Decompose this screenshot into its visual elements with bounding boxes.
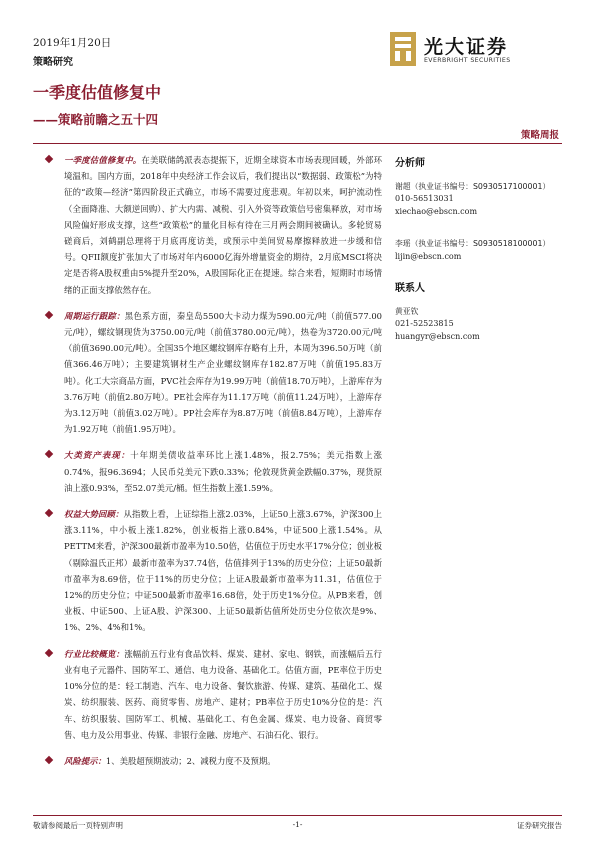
footer-divider	[33, 815, 562, 816]
paragraph-lead: 风险提示：	[64, 755, 106, 766]
contact-name: 黄亚钦	[395, 306, 419, 316]
contact-card	[395, 306, 565, 344]
summary-paragraph	[42, 308, 382, 438]
paragraph-body: 1、美股超预期波动；2、减税力度不及预期。	[105, 755, 276, 766]
bullet-diamond-icon	[45, 311, 53, 319]
summary-paragraph	[42, 152, 382, 298]
analyst-sidebar	[395, 158, 565, 363]
bullet-diamond-icon	[45, 648, 53, 656]
logo-cn-text: 光大证券	[424, 36, 509, 58]
report-type-tag: 策略周报	[520, 130, 559, 141]
contact-heading: 联系人	[395, 283, 425, 294]
analyst-name: 李瑶（执业证书编号：S0930518100001）	[395, 239, 551, 248]
logo-mark-icon	[390, 32, 416, 66]
analyst-card	[395, 238, 565, 263]
bullet-diamond-icon	[45, 756, 53, 764]
paragraph-body: 十年期美债收益率环比上涨1.48%，报2.75%；美元指数上涨0.74%，报96.3694；人民币兑美元下跌0.33%；伦敦现货黄金跌幅0.37%，现货原油上涨0.93%，至52.07美元/桶。恒生指数上涨1.59%。	[64, 450, 382, 493]
summary-paragraph	[42, 506, 382, 636]
paragraph-lead: 大类资产表现：	[64, 450, 131, 461]
analyst-heading: 分析师	[395, 158, 425, 169]
analyst-phone: 010-56513031	[395, 194, 454, 203]
everbright-logo	[390, 30, 555, 70]
contact-email[interactable]: huangyr@ebscn.com	[395, 331, 480, 341]
paragraph-lead: 周期运行跟踪：	[64, 310, 125, 321]
paragraph-body: 从指数上看，上证综指上涨2.03%，上证50上涨3.67%，沪深300上涨3.11%，中小板上涨1.82%，创业板指上涨0.84%，中证500上涨1.54%。从PETTM来看，沪深300最新市盈率为10.50倍，估值位于历史水平17%分位；创业板（剔除温氏正邦）最新市盈率为37.74倍，估值排列于13%的历史分位；上证50最新市盈率为8.69倍，位于11%的历史分位；上证A股最新市盈率为11.31，估值位于12%的历史分位；中证500最新市盈率16.68倍，处于历史1%分位。从PB来看，创业板、中证500、上证A股、沪深300、上证50最新估值所处历史分位依次是9%、1%、2%、4%和1%。	[64, 509, 382, 633]
paragraph-body: 在美联储鸽派表态提振下，近期全球资本市场表现回暖，外部环境温和。国内方面，2018年中央经济工作会议后，我们提出以“数据弱、政策松”为特征的“政策—经济”第四阶段正式确立，市场不需要过度悲观。年初以来，呵护流动性（全面降准、大额逆回购）、扩大内需、减税、引入外资等政策信号密集释放，对市场风险偏好形成支撑，这些“政策松”的量化目标有待在三月两会期间被确认。多轮贸易磋商后，刘鹤副总理将于月底再度访美，或预示中美间贸易摩擦释放进一步缓和信号。QFII额度扩张加大了市场对年内6000亿海外增量资金的期待，2月底MSCI将决定是否将A股权重由5%提升至20%，A股国际化正在提速。综合来看，短期时市场情绪的正面支撑依然存在。	[64, 155, 382, 295]
paragraph-lead: 一季度估值修复中。	[64, 155, 142, 165]
header-divider	[33, 143, 562, 144]
footer-label: 证券研究报告	[517, 821, 562, 830]
page-number: -1-	[292, 820, 303, 829]
summary-paragraph	[42, 753, 382, 769]
analyst-email[interactable]: lijin@ebscn.com	[395, 251, 462, 261]
bullet-diamond-icon	[45, 509, 53, 517]
summary-column	[42, 152, 382, 779]
bullet-diamond-icon	[45, 450, 53, 458]
paragraph-body: 涨幅前五行业有食品饮料、煤炭、建材、家电、钢铁，而涨幅后五行业有电子元器件、国防军工、通信、电力设备、基础化工。估值方面，PE率位于历史10%分位的是：轻工制造、汽车、电力设备、餐饮旅游、传媒、建筑、基础化工、煤炭、纺织服装、医药、商贸零售、房地产、建材；PB率位于历史10%分位的是：汽车、纺织服装、国防军工、机械、基础化工、有色金属、煤炭、电力设备、商贸零售、电力及公用事业、传媒、非银行金融、房地产、石油石化、银行。	[64, 648, 383, 740]
paragraph-body: 黑色系方面，秦皇岛5500大卡动力煤为590.00元/吨（前值577.00元/吨），螺纹钢现货为3750.00元/吨（前值3780.00元/吨），热卷为3720.00元/吨（前值3690.00元/吨）。全国35个地区螺纹钢库存略有上升，本周为396.50万吨（前值366.46万吨）；主要建筑钢材生产企业螺纹钢库存182.87万吨（前值195.83万吨）。化工大宗商品方面，PVC社会库存为19.99万吨（前值18.70万吨），上游库存为3.76万吨（前值2.80万吨）。PE社会库存为11.17万吨（前值11.24万吨），上游库存为3.12万吨（前值3.02万吨）。PP社会库存为8.87万吨（前值8.84万吨），上游库存为1.92万吨（前值1.95万吨）。	[64, 310, 383, 435]
contact-phone: 021-52523815	[395, 319, 454, 328]
analyst-email[interactable]: xiechao@ebscn.com	[395, 206, 478, 216]
paragraph-lead: 权益大势回顾：	[64, 509, 124, 520]
paragraph-lead: 行业比较概览：	[64, 648, 125, 659]
summary-paragraph	[42, 646, 382, 743]
report-subtitle: ——策略前瞻之五十四	[33, 112, 159, 127]
summary-paragraph	[42, 447, 382, 496]
report-date: 2019年1月20日	[33, 37, 112, 49]
analyst-card	[395, 181, 565, 219]
bullet-diamond-icon	[45, 155, 53, 163]
analyst-name: 谢超（执业证书编号：S0930517100001）	[395, 181, 551, 191]
report-title: 一季度估值修复中	[33, 83, 162, 102]
logo-en-text: EVERBRIGHT SECURITIES	[424, 57, 511, 64]
doc-type-label: 策略研究	[33, 57, 73, 68]
footer-disclaimer: 敬请参阅最后一页特别声明	[33, 821, 123, 830]
